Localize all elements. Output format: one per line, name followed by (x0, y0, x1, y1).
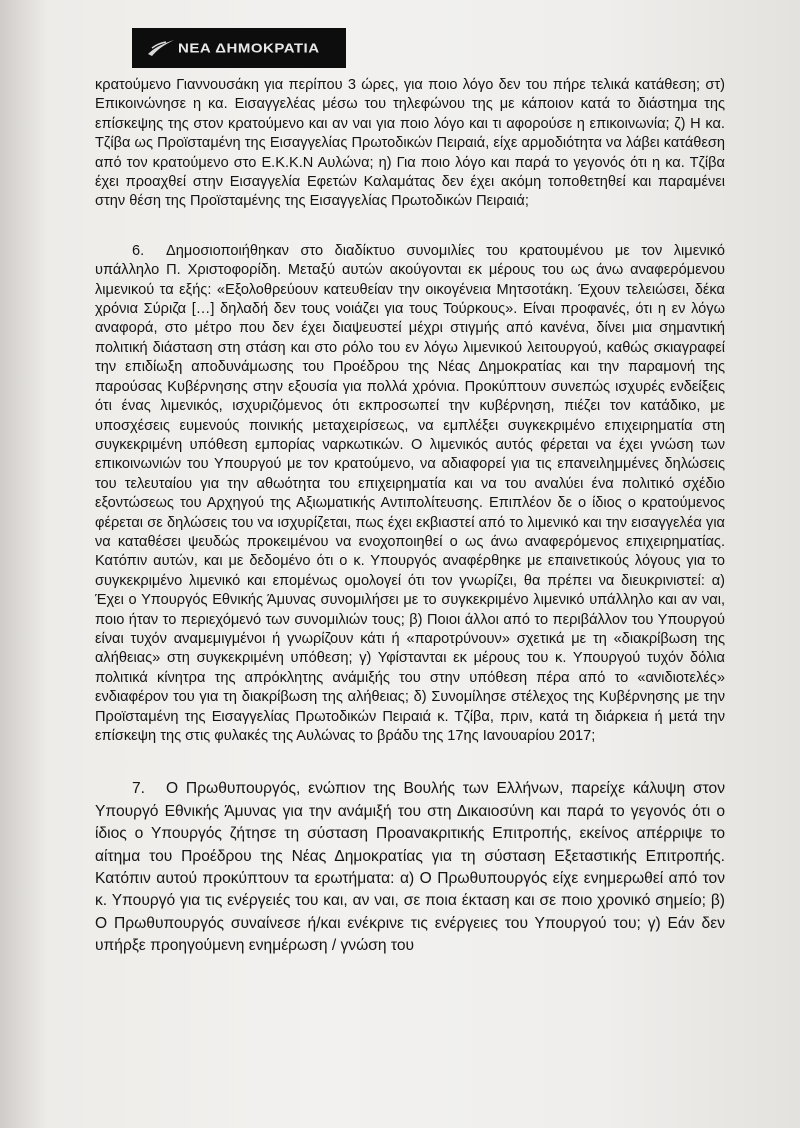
logo-text: ΝΕΑ ΔΗΜΟΚΡΑΤΙΑ (178, 41, 320, 56)
paragraph-7-text: Ο Πρωθυπουργός, ενώπιον της Βουλής των Ελλήνων, παρείχε κάλυψη στον Υπουργό Εθνικής Άμυνας για την ανάμιξή του στη Δικαιοσύνη και παρά το γεγονός ότι ο ίδιος ο Υπουργός ζήτησε τη σύσταση Προανακριτικής Επιτροπής, εκείνος απέρριψε το αίτημα του Προέδρου της Νέας Δημοκρατίας για τη σύσταση Εξεταστικής Επιτροπής. Κατόπιν αυτού προκύπτουν τα ερωτήματα: α) Ο Πρωθυπουργός είχε ενημερωθεί από τον κ. Υπουργό για τις ενέργειές του και, αν ναι, σε ποια έκταση και σε ποιο χρονικό σημείο; β) Ο Πρωθυπουργός συναίνεσε ή/και ενέκρινε τις ενέργειες του Υπουργού του; γ) Εάν δεν υπήρξε προηγούμενη ενημέρωση / γνώση του (95, 780, 725, 955)
paragraph-6-number: 6. (132, 242, 145, 259)
paragraph-6-text: Δημοσιοποιήθηκαν στο διαδίκτυο συνομιλίες του κρατουμένου με τον λιμενικό υπάλληλο Π. Χριστοφορίδη. Μεταξύ αυτών ακούγονται εκ μέρους του ως άνω αναφερόμενου λιμενικού τα εξής: «Εξολοθρεύουν κατευθείαν την οικογένεια Μητσοτάκη. Έχουν τελειώσει, δέκα χρόνια Σύριζα […] δηλαδή δεν τους νοιάζει για τους Τούρκους». Είναι προφανές, ότι η εν λόγω αναφορά, στο μέτρο που δεν έχει διαψευστεί μέχρι στιγμής από κανένα, δίνει μια σημαντική πολιτική διάσταση στη στάση και στο ρόλο του εν λόγω λιμενικού λειτουργού, καθώς σκιαγραφεί την επιδίωξη αποδυνάμωσης του Προέδρου της Νέας Δημοκρατίας και την παραμονή της παρούσας Κυβέρνησης στην εξουσία για πολλά χρόνια. Προκύπτουν συνεπώς ισχυρές ενδείξεις ότι ένας λιμενικός, ισχυριζόμενος ότι εκπροσωπεί την κυβέρνηση, πιέζει τον κατάδικο, με υποσχέσεις ευμενούς ποινικής μεταχειρίσεως, να εμπλέξει συγκεκριμένο επιχειρηματία στη συγκεκριμένη υπόθεση εμπορίας ναρκωτικών. Ο λιμενικός αυτός φέρεται να έχει γνώση των επικοινωνιών του Υπουργού με τον κρατούμενο, να αδιαφορεί για τις επανειλημμένες δηλώσεις του τελευταίου για την αθωότητα του επιχειρηματία και να του αναλύει ένα πολιτικό σχέδιο εξοντώσεως του Αρχηγού της Αξιωματικής Αντιπολίτευσης. Επιπλέον δε ο ίδιος ο κρατούμενος φέρεται σε δηλώσεις του να ισχυρίζεται, πως έχει εκβιαστεί από το λιμενικό και την εισαγγελέα για να καταθέσει ψευδώς προκειμένου να ενοχοποιηθεί ο ως άνω αναφερόμενος επιχειρηματίας. Κατόπιν αυτών, και με δεδομένο ότι ο κ. Υπουργός αναφέρθηκε με επαινετικούς λόγους για το συγκεκριμένο λιμενικό και επομένως ομολογεί ότι τον γνωρίζει, θα πρέπει να διευκρινιστεί: α) Έχει ο Υπουργός Εθνικής Άμυνας συνομιλήσει με το συγκεκριμένο λιμενικό υπάλληλο και αν ναι, ποιο ήταν το περιεχόμενό των συνομιλιών τους; β) Ποιοι άλλοι από το περιβάλλον του Υπουργού είναι τυχόν αναμεμιγμένοι ή γνωρίζουν κάτι ή «παροτρύνουν» σχετικά με τη «διακρίβωση της αλήθειας» στη συγκεκριμένη υπόθεση; γ) Υφίστανται εκ μέρους του κ. Υπουργού τυχόν δόλια πολιτικά κίνητρα της απρόκλητης ανάμιξής του στην υπόθεση πέρα από το «ανιδιοτελές» ενδιαφέρον του για τη διακρίβωση της αλήθειας; δ) Συνομίλησε στέλεχος της Κυβέρνησης με την Προϊσταμένη της Εισαγγελίας Πρωτοδικών Πειραιά κ. Τζίβα, πριν, κατά τη διάρκεια ή μετά την επίσκεψη της στις φυλακές της Αυλώνας το βράδυ της 17ης Ιανουαρίου 2017; (95, 242, 725, 744)
paragraph-7-number: 7. (132, 780, 146, 798)
document-body (95, 76, 725, 958)
paragraph-7 (95, 778, 725, 957)
party-logo (132, 28, 346, 68)
paragraph-6 (95, 242, 725, 747)
paragraph-intro-text: κρατούμενο Γιαννουσάκη για περίπου 3 ώρες, για ποιο λόγο δεν του πήρε τελικά κατάθεση; στ) Επικοινώνησε η κα. Εισαγγελέας μέσω του τηλεφώνου της με κάποιον κατά το διάστημα της επίσκεψης της στον κρατούμενο και αν ναι για ποιο λόγο και τι αφορούσε η επικοινωνία; ζ) Η κα. Τζίβα ως Προϊσταμένη της Εισαγγελίας Πρωτοδικών Πειραιά, είχε αρμοδιότητα να λάβει κατάθεση από τον κρατούμενο στο Ε.Κ.Κ.Ν Αυλώνα; η) Για ποιο λόγο και παρά το γεγονός ότι η κα. Τζίβα έχει προαχθεί στην Εισαγγελία Εφετών Καλαμάτας δεν έχει ακόμη τοποθετηθεί και παραμένει στην θέση της Προϊσταμένης της Εισαγγελίας Πρωτοδικών Πειραιά; (95, 77, 725, 210)
paragraph-intro (95, 76, 725, 212)
logo-flame-icon (146, 36, 176, 58)
